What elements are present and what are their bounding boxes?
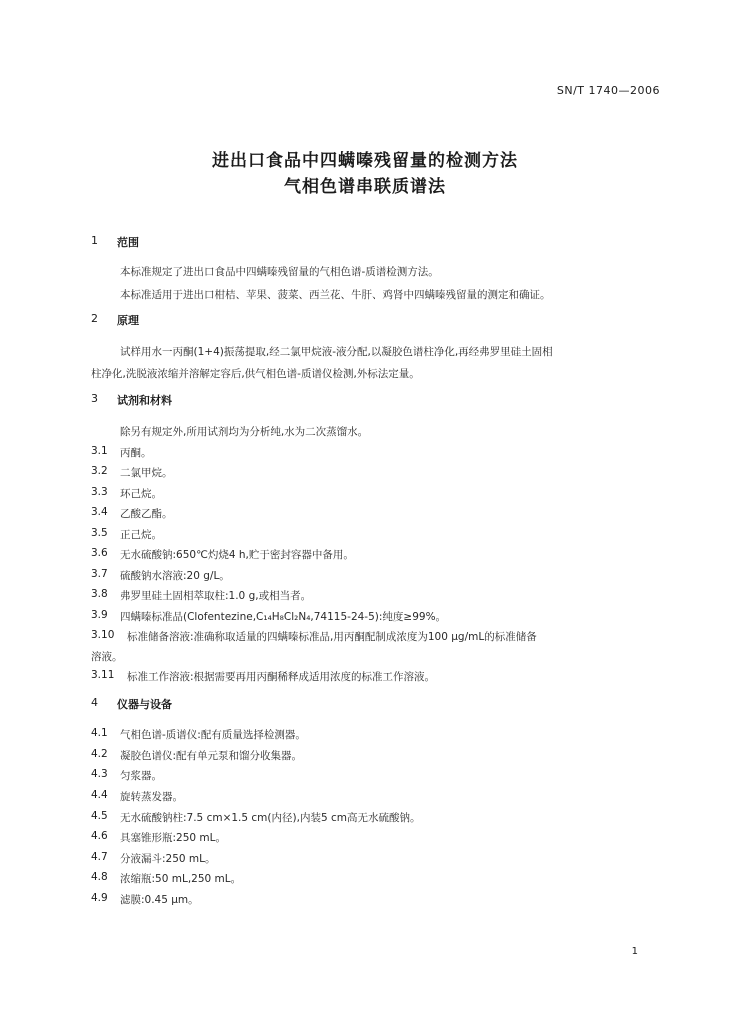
list-item-number: 3.2 bbox=[91, 465, 108, 477]
list-item-text: 气相色谱-质谱仪:配有质量选择检测器。 bbox=[120, 729, 306, 741]
list-item-text: 标准工作溶液:根据需要再用丙酮稀释成适用浓度的标准工作溶液。 bbox=[127, 671, 436, 683]
section-3-heading: 试剂和材料 bbox=[117, 394, 172, 407]
list-item-number: 3.7 bbox=[91, 568, 108, 580]
standard-number: SN/T 1740—2006 bbox=[556, 84, 660, 97]
list-item-text: 标准储备溶液:准确称取适量的四螨嗪标准品,用丙酮配制成浓度为100 μg/mL的标准储备 bbox=[127, 631, 537, 643]
list-item-text: 正己烷。 bbox=[120, 529, 162, 541]
section-1-number: 1 bbox=[91, 234, 98, 247]
list-item-text: 环己烷。 bbox=[120, 488, 162, 500]
list-item-number: 4.4 bbox=[91, 789, 108, 801]
list-item-text: 无水硫酸钠柱:7.5 cm×1.5 cm(内径),内装5 cm高无水硫酸钠。 bbox=[120, 812, 421, 824]
list-item-text: 分液漏斗:250 mL。 bbox=[120, 853, 216, 865]
section-4-number: 4 bbox=[91, 696, 98, 709]
list-item-number: 3.5 bbox=[91, 527, 108, 539]
list-item-number: 4.3 bbox=[91, 768, 108, 780]
list-item-number: 3.11 bbox=[91, 669, 115, 681]
section-2-paragraph-line-2: 柱净化,洗脱液浓缩并溶解定容后,供气相色谱-质谱仪检测,外标法定量。 bbox=[91, 368, 420, 380]
list-item-number: 3.6 bbox=[91, 547, 108, 559]
section-2-heading: 原理 bbox=[117, 314, 139, 327]
section-1-heading: 范围 bbox=[117, 236, 139, 249]
list-item-number: 3.4 bbox=[91, 506, 108, 518]
list-item-text: 硫酸钠水溶液:20 g/L。 bbox=[120, 570, 230, 582]
list-item-text: 四螨嗪标准品(Clofentezine,C₁₄H₈Cl₂N₄,74115-24-5):纯度≥99%。 bbox=[120, 611, 447, 623]
section-4-heading: 仪器与设备 bbox=[117, 698, 172, 711]
list-item-number: 3.1 bbox=[91, 445, 108, 457]
list-item-text: 乙酸乙酯。 bbox=[120, 508, 173, 520]
list-item-number: 4.2 bbox=[91, 748, 108, 760]
list-item-number: 3.3 bbox=[91, 486, 108, 498]
list-item-number: 4.8 bbox=[91, 871, 108, 883]
list-item-number: 4.7 bbox=[91, 851, 108, 863]
list-item-number: 4.9 bbox=[91, 892, 108, 904]
list-item-text: 旋转蒸发器。 bbox=[120, 791, 183, 803]
document-title: 进出口食品中四螨嗪残留量的检测方法 bbox=[212, 151, 518, 171]
list-item-text: 具塞锥形瓶:250 mL。 bbox=[120, 832, 226, 844]
section-1-paragraph-2: 本标准适用于进出口柑桔、苹果、菠菜、西兰花、牛肝、鸡肾中四螨嗪残留量的测定和确证。 bbox=[120, 289, 551, 301]
list-item-number: 4.5 bbox=[91, 810, 108, 822]
section-2-paragraph-line-1: 试样用水一丙酮(1+4)振荡提取,经二氯甲烷液-液分配,以凝胶色谱柱净化,再经弗罗里硅土固相 bbox=[120, 346, 553, 358]
section-3-number: 3 bbox=[91, 392, 98, 405]
list-item-text: 弗罗里硅土固相萃取柱:1.0 g,或相当者。 bbox=[120, 590, 312, 602]
section-2-number: 2 bbox=[91, 312, 98, 325]
document-subtitle: 气相色谱串联质谱法 bbox=[284, 177, 446, 197]
list-item-text: 无水硫酸钠:650℃灼烧4 h,贮于密封容器中备用。 bbox=[120, 549, 354, 561]
section-1-paragraph-1: 本标准规定了进出口食品中四螨嗪残留量的气相色谱-质谱检测方法。 bbox=[120, 266, 439, 278]
list-item-number: 3.10 bbox=[91, 629, 115, 641]
section-3-intro: 除另有规定外,所用试剂均为分析纯,水为二次蒸馏水。 bbox=[120, 426, 369, 438]
list-item-number: 3.9 bbox=[91, 609, 108, 621]
list-item-text: 滤膜:0.45 μm。 bbox=[120, 894, 199, 906]
list-item-text: 凝胶色谱仪:配有单元泵和馏分收集器。 bbox=[120, 750, 303, 762]
list-item-number: 4.1 bbox=[91, 727, 108, 739]
page-number: 1 bbox=[631, 946, 638, 957]
list-item-number: 4.6 bbox=[91, 830, 108, 842]
list-item-number: 3.8 bbox=[91, 588, 108, 600]
list-item-text-continuation: 溶液。 bbox=[91, 651, 123, 663]
list-item-text: 二氯甲烷。 bbox=[120, 467, 173, 479]
list-item-text: 丙酮。 bbox=[120, 447, 152, 459]
list-item-text: 浓缩瓶:50 mL,250 mL。 bbox=[120, 873, 242, 885]
list-item-text: 匀浆器。 bbox=[120, 770, 162, 782]
